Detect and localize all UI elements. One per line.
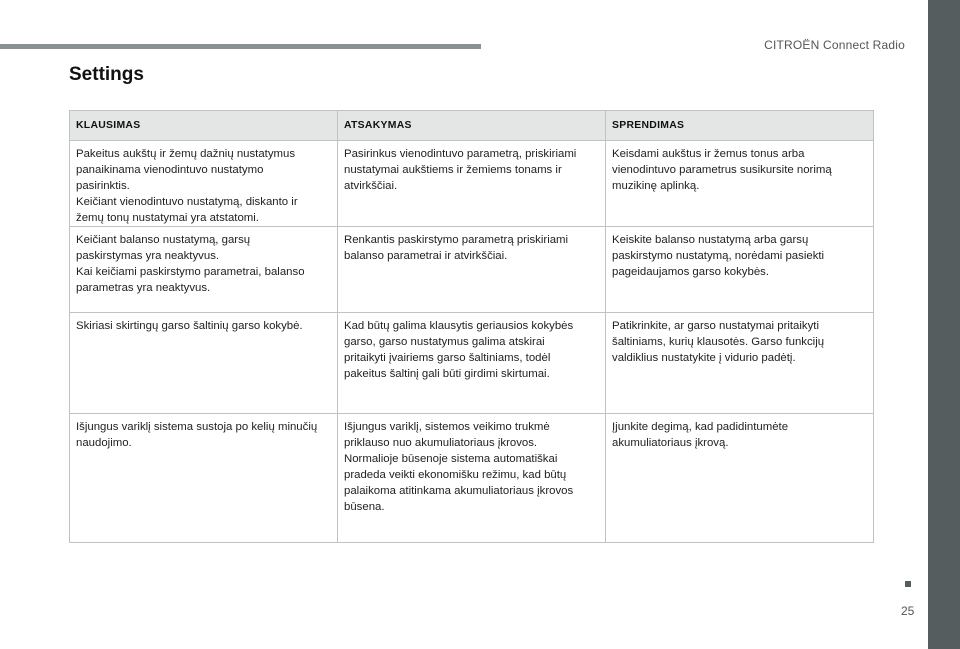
column-header-answer: ATSAKYMAS xyxy=(338,111,606,141)
answer-cell: Kad būtų galima klausytis geriausios kokybės garso, garso nustatymus galima atskirai pritaikyti įvairiems garso šaltiniams, todėl pakeitus šaltinį gali būti girdimi skirtumai. xyxy=(338,313,606,414)
solution-cell: Keiskite balanso nustatymą arba garsų paskirstymo nustatymą, norėdami pasiekti pageidaujamos garso kokybės. xyxy=(606,227,874,313)
column-header-question: KLAUSIMAS xyxy=(70,111,338,141)
table-row xyxy=(70,414,874,543)
question-cell: Išjungus variklį sistema sustoja po kelių minučių naudojimo. xyxy=(70,414,338,543)
solution-cell: Keisdami aukštus ir žemus tonus arba vienodintuvo parametrus susikursite norimą muzikinę aplinką. xyxy=(606,141,874,227)
question-cell: Skiriasi skirtingų garso šaltinių garso kokybė. xyxy=(70,313,338,414)
answer-cell: Pasirinkus vienodintuvo parametrą, priskiriami nustatymai aukštiems ir žemiems tonams ir atvirkščiai. xyxy=(338,141,606,227)
table-row xyxy=(70,141,874,227)
table-header-row xyxy=(70,111,874,141)
right-margin-bar xyxy=(928,0,960,649)
solution-cell: Patikrinkite, ar garso nustatymai pritaikyti šaltiniams, kurių klausotės. Garso funkcijų valdiklius nustatykite į vidurio padėtį. xyxy=(606,313,874,414)
question-cell: Pakeitus aukštų ir žemų dažnių nustatymus panaikinama vienodintuvo nustatymo pasirinktis. Keičiant vienodintuvo nustatymą, diskanto ir žemų tonų nustatymai yra atstatomi. xyxy=(70,141,338,227)
header-rule xyxy=(0,44,481,49)
question-cell: Keičiant balanso nustatymą, garsų paskirstymas yra neaktyvus. Kai keičiami paskirstymo parametrai, balanso parametras yra neaktyvus. xyxy=(70,227,338,313)
answer-cell: Išjungus variklį, sistemos veikimo trukmė priklauso nuo akumuliatoriaus įkrovos. Normalioje būsenoje sistema automatiškai pradeda veikti ekonomišku režimu, kad būtų palaikoma atitinkama akumuliatoriaus įkrovos būsena. xyxy=(338,414,606,543)
page-marker-square xyxy=(905,581,911,587)
column-header-solution: SPRENDIMAS xyxy=(606,111,874,141)
answer-cell: Renkantis paskirstymo parametrą priskiriami balanso parametrai ir atvirkščiai. xyxy=(338,227,606,313)
table-row xyxy=(70,227,874,313)
faq-table xyxy=(69,110,874,543)
table-row xyxy=(70,313,874,414)
brand-header: CITROËN Connect Radio xyxy=(764,38,905,52)
solution-cell: Įjunkite degimą, kad padidintumėte akumuliatoriaus įkrovą. xyxy=(606,414,874,543)
page-number: 25 xyxy=(901,604,915,618)
page-title: Settings xyxy=(69,64,144,85)
